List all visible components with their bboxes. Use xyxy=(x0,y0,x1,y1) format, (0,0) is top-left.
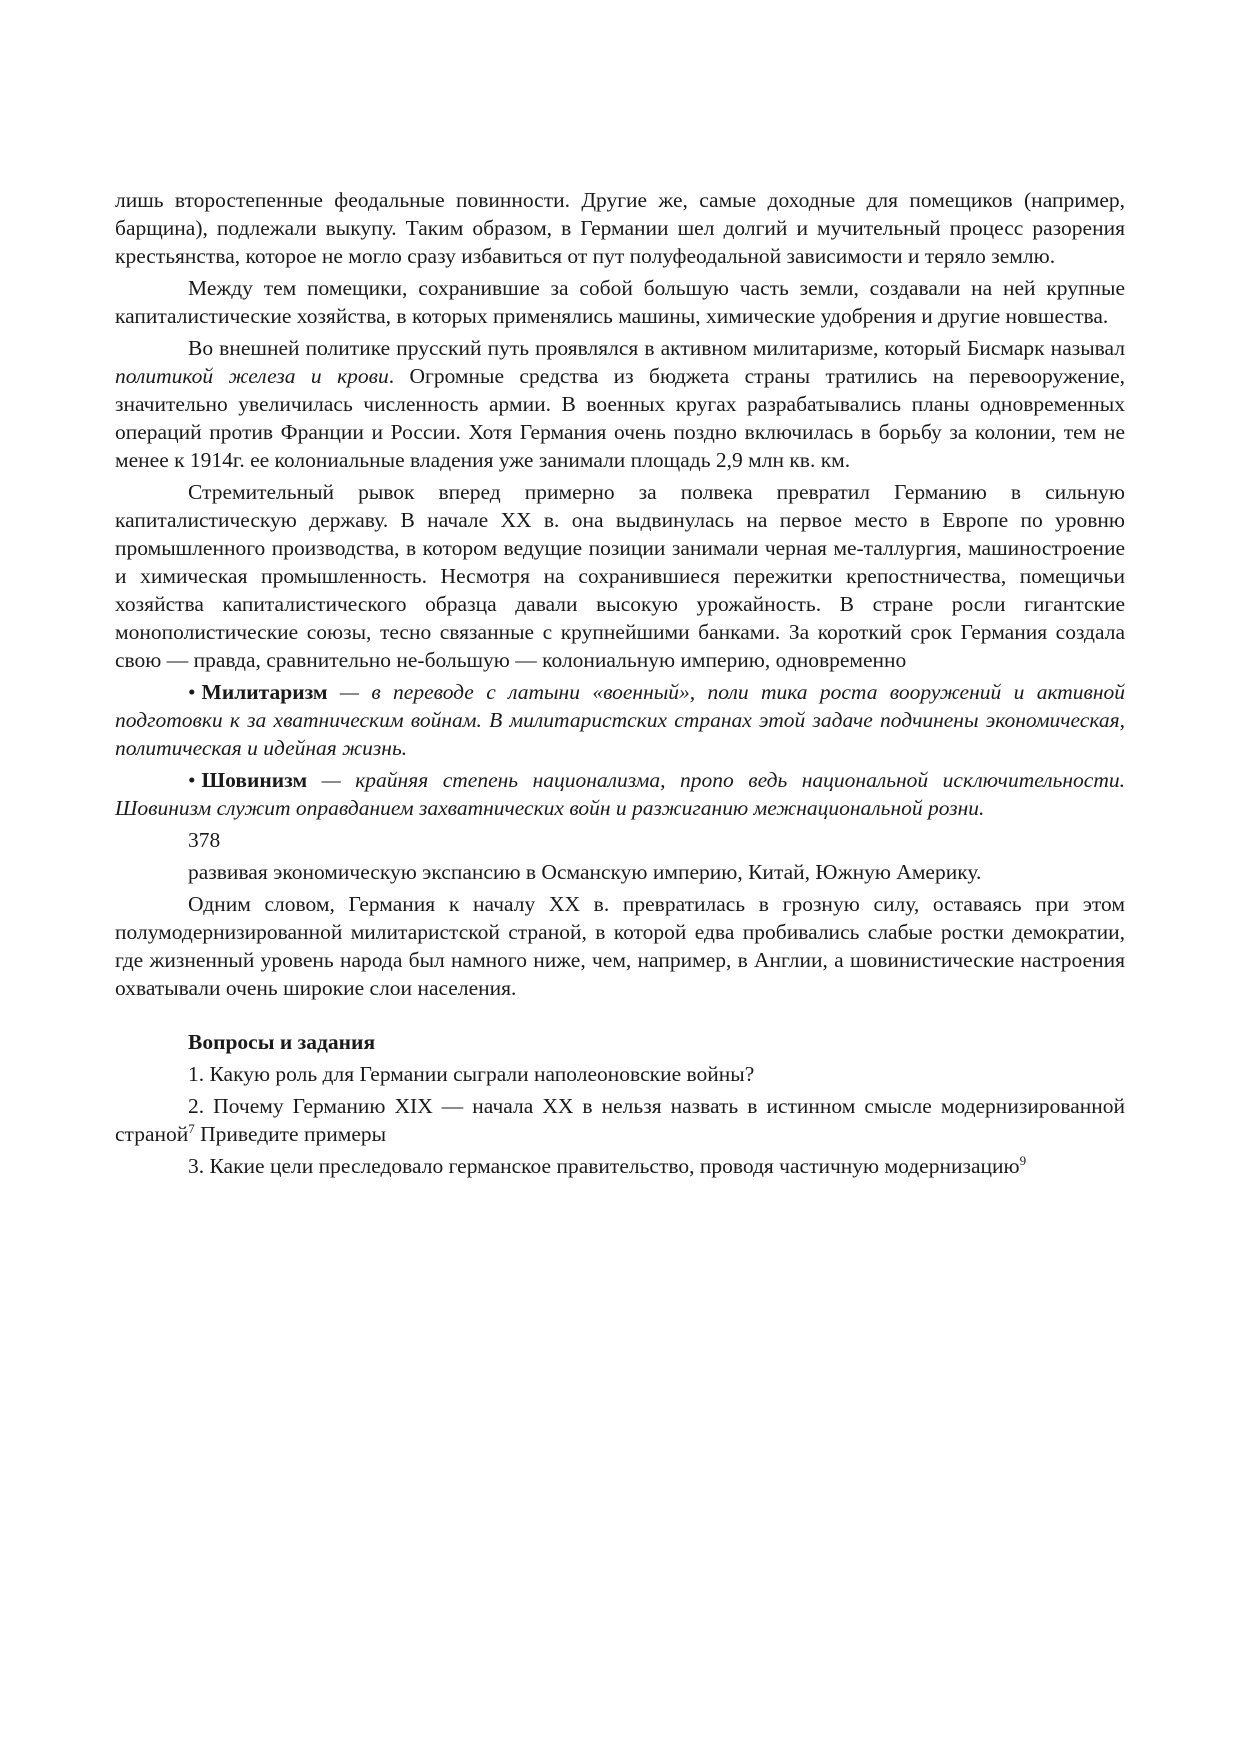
paragraph: развивая экономическую экспансию в Османскую империю, Китай, Южную Америку. xyxy=(188,860,982,884)
paragraph: Между тем помещики, сохранившие за собой большую часть земли, создавали на ней крупные капиталистические хозяйства, в которых применялись машины, химические удобрения и другие новшества. xyxy=(115,276,1125,328)
paragraph-text: Во внешней политике прусский путь проявлялся в активном милитаризме, который Бисмарк называл xyxy=(188,336,1125,360)
definition-term: Милитаризм xyxy=(201,680,328,704)
question-item: 1. Какую роль для Германии сыграли наполеоновские войны? xyxy=(188,1062,755,1086)
paragraph xyxy=(115,334,1125,474)
page-number: 378 xyxy=(188,828,221,852)
definition-chauvinism xyxy=(115,766,1125,822)
definition-body: — крайняя степень национализма, пропо ведь национальной исключительности. Шовинизм служит оправданием захватнических войн и разжиганию межнациональной розни. xyxy=(115,768,1125,820)
question-item xyxy=(115,1092,1125,1148)
paragraph: Одним словом, Германия к началу XX в. превратилась в грозную силу, оставаясь при этом полумодернизированной милитаристской страной, в которой едва пробивались слабые ростки демократии, где жизненный уровень народа был намного ниже, чем, например, в Англии, а шовинистические настроения охватывали очень широкие слои населения. xyxy=(115,892,1125,1000)
question-item xyxy=(115,1152,1125,1180)
definition-militarism xyxy=(115,678,1125,762)
paragraph-text: . Огромные средства из бюджета страны тратились на перевооружение, значительно увеличилась численность армии. В военных кругах разрабатывались планы одновременных операций против Франции и России. Хотя Германия очень поздно включилась в борьбу за колонии, тем не менее к 1914г. ее колониальные владения уже занимали площадь 2,9 млн кв. км. xyxy=(115,364,1125,472)
question-text: 2. Почему Германию XIX — начала XX в нельзя назвать в истинном смысле модернизированной страной xyxy=(115,1094,1125,1146)
bullet-icon: • xyxy=(188,768,196,792)
italic-phrase: политикой железа и крови xyxy=(115,364,389,388)
footnote-mark: 7 xyxy=(188,1120,195,1136)
section-heading: Вопросы и задания xyxy=(188,1030,376,1054)
paragraph: Стремительный рывок вперед примерно за полвека превратил Германию в сильную капиталистическую державу. В начале XX в. она выдвинулась на первое место в Европе по уровню промышленного производства, в котором ведущие позиции занимали черная ме-таллургия, машиностроение и химическая промышленность. Несмотря на сохранившиеся пережитки крепостничества, помещичьи хозяйства капиталистического образца давали высокую урожайность. В стране росли гигантские монополистические союзы, тесно связанные с крупнейшими банками. За короткий срок Германия создала свою — правда, сравнительно не-большую — колониальную империю, одновременно xyxy=(115,480,1125,672)
definition-body: — в переводе с латыни «военный», поли тика роста вооружений и активной подготовки к за хватническим войнам. В милитаристских странах этой задаче подчинены экономическая, политическая и идейная жизнь. xyxy=(115,680,1125,760)
definition-term: Шовинизм xyxy=(201,768,308,792)
footnote-mark: 9 xyxy=(1019,1152,1027,1168)
question-text: Приведите примеры xyxy=(194,1122,387,1146)
bullet-icon: • xyxy=(188,680,196,704)
document-page xyxy=(115,186,1125,1180)
question-text: 3. Какие цели преследовало германское правительство, проводя частичную модернизацию xyxy=(188,1154,1020,1178)
paragraph: лишь второстепенные феодальные повинности. Другие же, самые доходные для помещиков (например, барщина), подлежали выкупу. Таким образом, в Германии шел долгий и мучительный процесс разорения крестьянства, которое не могло сразу избавиться от пут полуфеодальной зависимости и теряло землю. xyxy=(115,188,1125,268)
